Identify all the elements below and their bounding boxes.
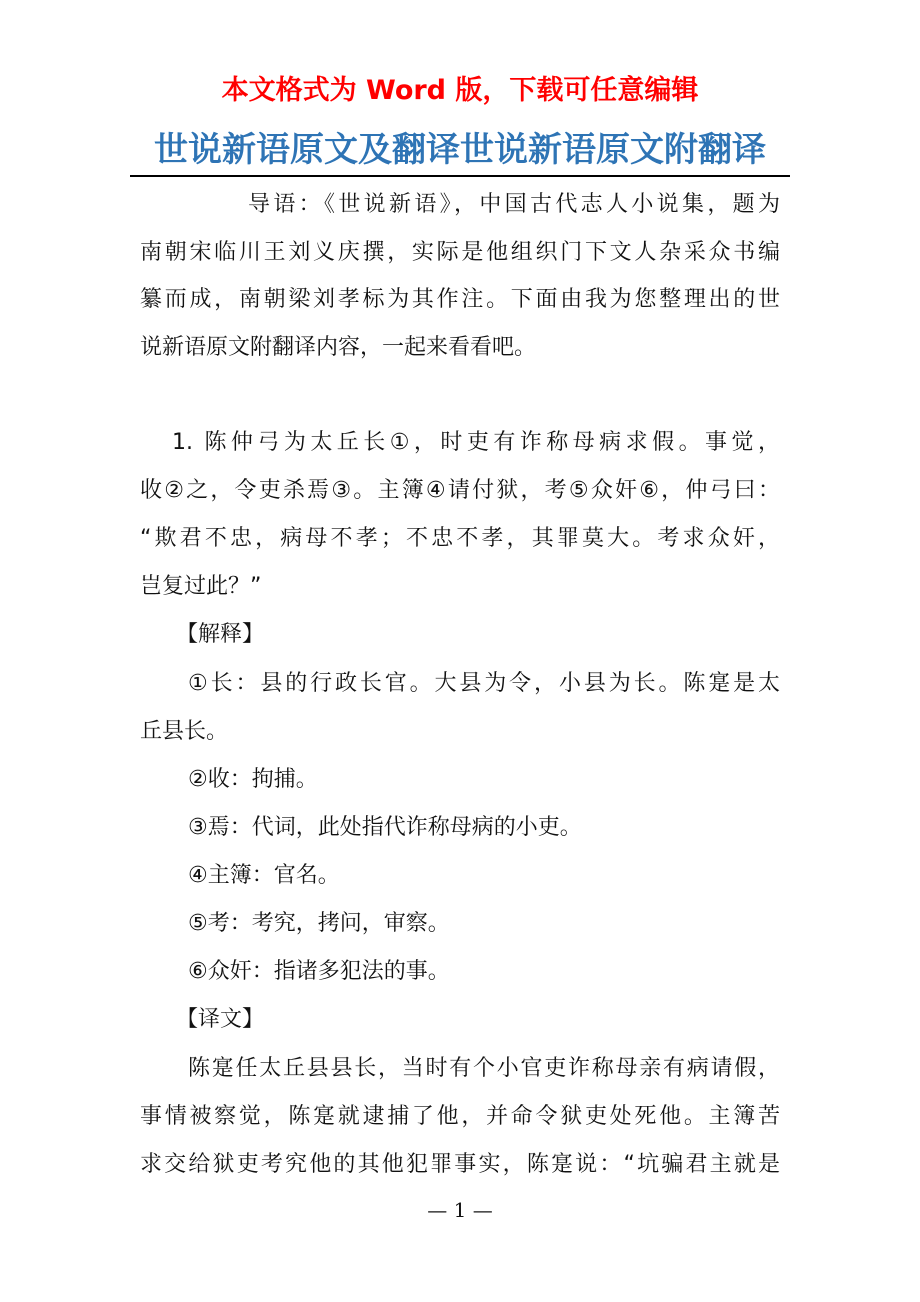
note-line: ②收：拘捕。 xyxy=(188,767,318,792)
translation-line: 求交给狱吏考究他的其他犯罪事实，陈寔说：“坑骗君主就是 xyxy=(140,1152,780,1177)
page-number: — 1 — xyxy=(427,1198,493,1222)
passage-line: 收②之，令吏杀焉③。主簿④请付狱，考⑤众奸⑥，仲弓曰： xyxy=(140,478,780,503)
passage-line: “欺君不忠，病母不孝；不忠不孝，其罪莫大。考求众奸， xyxy=(140,526,780,551)
note-line: ⑤考：考究，拷问，审察。 xyxy=(188,911,450,936)
note-line: ①长：县的行政长官。大县为令，小县为长。陈寔是太 xyxy=(188,671,780,696)
format-notice-banner: 本文格式为 Word 版，下载可任意编辑 xyxy=(221,75,699,106)
note-line: 丘县长。 xyxy=(140,719,229,744)
note-line: ③焉：代词，此处指代诈称母病的小吏。 xyxy=(188,815,582,840)
notes-heading: 【解释】 xyxy=(176,622,265,647)
note-line: ④主簿：官名。 xyxy=(188,863,340,888)
passage-line: 1. 陈仲弓为太丘长①，时吏有诈称母病求假。事觉， xyxy=(172,430,780,455)
intro-line: 南朝宋临川王刘义庆撰，实际是他组织门下文人杂采众书编 xyxy=(140,240,780,265)
note-line: ⑥众奸：指诸多犯法的事。 xyxy=(188,959,450,984)
intro-line: 纂而成，南朝梁刘孝标为其作注。下面由我为您整理出的世 xyxy=(140,287,780,312)
document-title: 世说新语原文及翻译世说新语原文附翻译 xyxy=(154,130,766,170)
translation-line: 陈寔任太丘县县长，当时有个小官吏诈称母亲有病请假， xyxy=(188,1056,780,1081)
passage-line: 岂复过此？” xyxy=(140,574,262,599)
translation-heading: 【译文】 xyxy=(176,1007,265,1032)
intro-line: 说新语原文附翻译内容，一起来看看吧。 xyxy=(140,335,537,360)
translation-line: 事情被察觉，陈寔就逮捕了他，并命令狱吏处死他。主簿苦 xyxy=(140,1104,780,1129)
title-divider xyxy=(130,175,790,177)
intro-line: 导语：《世说新语》，中国古代志人小说集，题为 xyxy=(248,192,780,217)
